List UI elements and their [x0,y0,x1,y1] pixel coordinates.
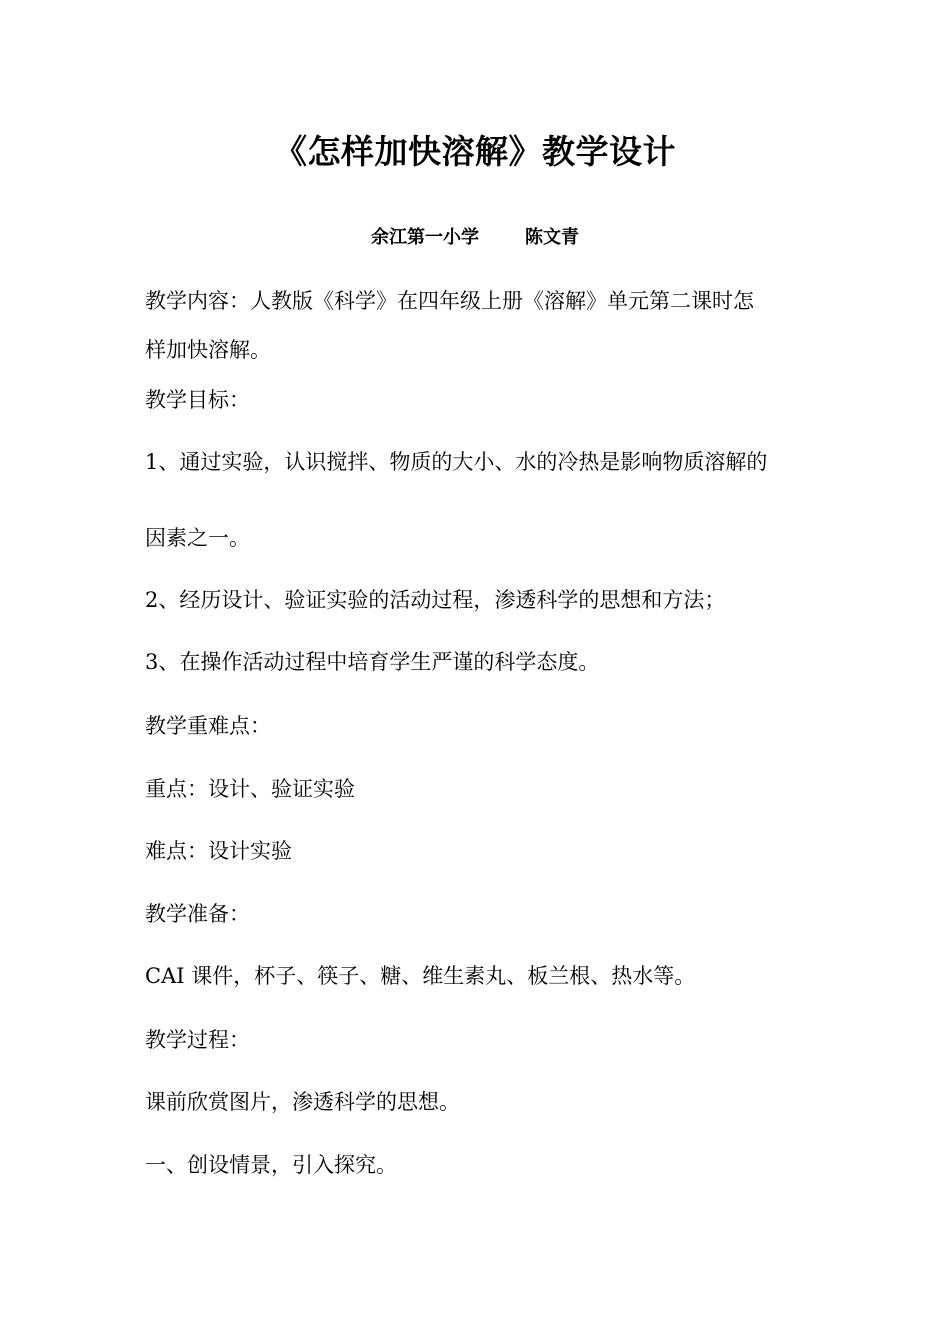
preparation-heading: 教学准备： [145,902,250,926]
objective-3: 3、在操作活动过程中培育学生严谨的科学态度。 [145,650,600,674]
content-line-2: 样加快溶解。 [145,338,271,362]
objective-1-line-2: 因素之一。 [145,526,250,550]
author-school: 余江第一小学 [371,227,479,248]
key-points-heading: 教学重难点： [145,714,271,738]
author-name: 陈文青 [525,227,579,248]
key-point: 重点：设计、验证实验 [145,777,355,801]
difficult-point: 难点：设计实验 [145,839,292,863]
document-title: 《怎样加快溶解》教学设计 [274,132,676,171]
process-heading: 教学过程： [145,1028,250,1052]
objective-2: 2、经历设计、验证实验的活动过程，渗透科学的思想和方法； [145,588,726,612]
objective-1-line-1: 1、通过实验，认识搅拌、物质的大小、水的冷热是影响物质溶解的 [145,450,768,474]
process-intro: 课前欣赏图片，渗透科学的思想。 [145,1090,460,1114]
objectives-heading: 教学目标： [145,388,250,412]
preparation-items: CAI 课件，杯子、筷子、糖、维生素丸、板兰根、热水等。 [145,964,696,988]
section-1-heading: 一、创设情景，引入探究。 [145,1153,397,1177]
author-line [0,222,950,254]
content-line-1: 教学内容：人教版《科学》在四年级上册《溶解》单元第二课时怎 [145,289,754,313]
